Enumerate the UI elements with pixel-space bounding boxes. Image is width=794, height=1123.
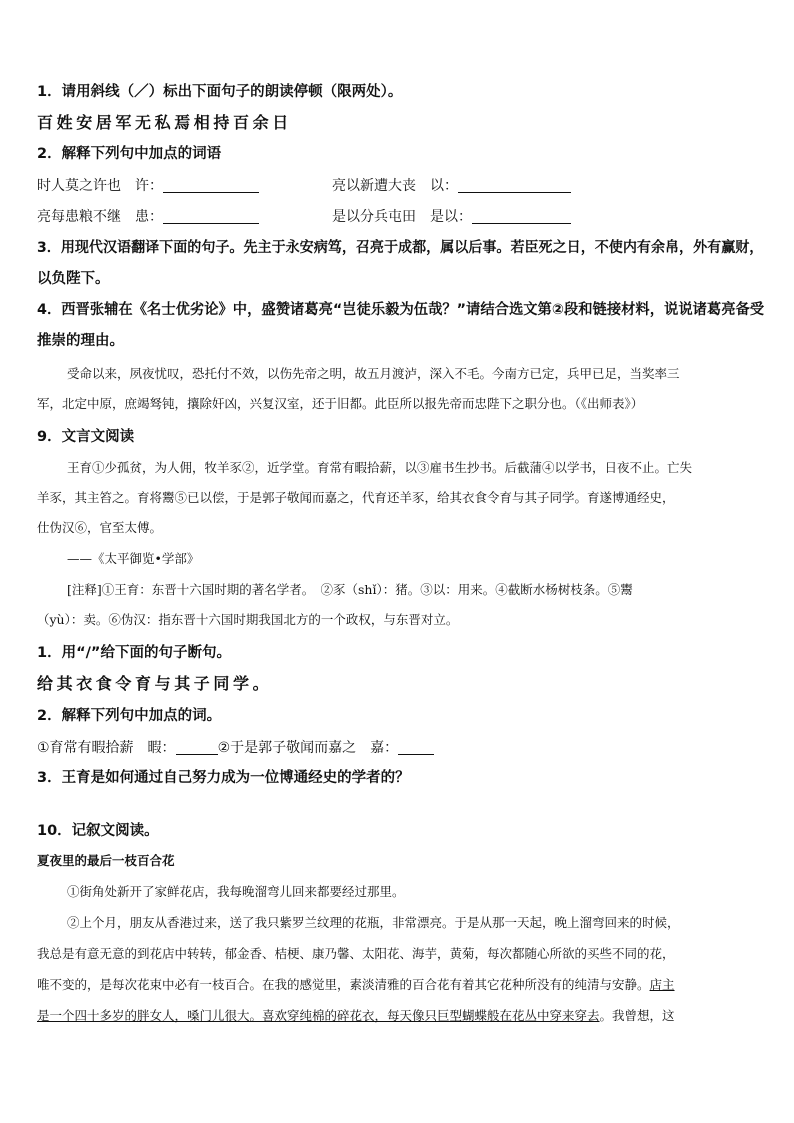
q9-sub2-items xyxy=(37,740,434,755)
q9-title: 9．文言文阅读 xyxy=(37,429,135,445)
q2-row1-right-text: 亮以新遭大丧 以： xyxy=(332,178,458,194)
q10-title: 10．记叙文阅读。 xyxy=(37,823,159,839)
q1-title: 1．请用斜线（／）标出下面句子的朗读停顿（限两处）。 xyxy=(37,84,403,100)
q9-source: ——《太平御览•学部》 xyxy=(67,551,200,566)
q1-sentence: 百姓安居军无私焉相持百余日 xyxy=(37,113,292,132)
link-material-line2: 军，北定中原，庶竭驽钝，攘除奸凶，兴复汉室，还于旧都。此臣所以报先帝而忠陛下之职分也。（《出师表》） xyxy=(37,396,644,411)
story-title: 夏夜里的最后一枝百合花 xyxy=(37,853,175,868)
q2-row1-right xyxy=(332,178,571,193)
q2-row1-left-text: 时人莫之许也 许： xyxy=(37,178,163,194)
story-para1: ①街角处新开了家鲜花店，我每晚溜弯儿回来都要经过那里。 xyxy=(67,884,405,899)
story-para2-line1: ②上个月，朋友从香港过来，送了我只紫罗兰纹理的花瓶，非常漂亮。于是从那一天起，晚上溜弯回来的时候， xyxy=(67,915,680,930)
q2-row2-right-text: 是以分兵屯田 是以： xyxy=(332,209,472,225)
underlined-phrase: 是一个四十多岁的胖女人，嗓门儿很大。喜欢穿纯棉的碎花衣，每天像只巨型蝴蝶般在花丛中穿来穿去 xyxy=(37,1008,600,1023)
q2-row2-right xyxy=(332,209,571,224)
story-para2-line4 xyxy=(37,1010,675,1023)
answer-blank[interactable] xyxy=(458,178,571,193)
q3-line2: 以负陛下。 xyxy=(37,271,110,287)
q9-sub1-sentence: 给其衣食令育与其子同学。 xyxy=(37,674,273,693)
q2-title: 2．解释下列句中加点的词语 xyxy=(37,146,222,162)
q2-row1-left xyxy=(37,178,259,193)
answer-blank[interactable] xyxy=(472,209,571,224)
q4-line1: 4．西晋张辅在《名士优劣论》中，盛赞诸葛亮“岂徒乐毅为伍哉？”请结合选文第②段和链接材料，说说诸葛亮备受 xyxy=(37,302,765,318)
story-para2-line4-tail: 。我曾想，这 xyxy=(599,1008,675,1023)
underlined-phrase: 店主 xyxy=(649,977,675,992)
q9-sub2-item-a: ①育常有暇拾薪 暇： xyxy=(37,740,176,756)
story-para2-line3-text: 唯不变的，是每次花束中必有一枝百合。在我的感觉里，素淡清雅的百合花有着其它花种所没有的纯清与安静。 xyxy=(37,977,650,992)
q9-note-line2: （yù）：卖。⑥伪汉：指东晋十六国时期我国北方的一个政权，与东晋对立。 xyxy=(37,612,459,627)
answer-blank[interactable] xyxy=(163,209,259,224)
q9-sub2-item-b: ②于是郭子敬闻而嘉之 嘉： xyxy=(217,740,399,756)
answer-blank[interactable] xyxy=(398,740,434,755)
q9-sub3-title: 3．王育是如何通过自己努力成为一位博通经史的学者的？ xyxy=(37,770,410,786)
link-material-line1: 受命以来，夙夜忧叹，恐托付不效，以伤先帝之明，故五月渡泸，深入不毛。今南方已定，兵甲已足，当奖率三 xyxy=(67,366,680,381)
q9-para-line2: 羊豕，其主笞之。育将鬻⑤已以偿，于是郭子敬闻而嘉之，代育还羊豕，给其衣食令育与其子同学。育遂博通经史， xyxy=(37,490,675,505)
q4-line2: 推崇的理由。 xyxy=(37,333,124,349)
q9-para-line1: 王育①少孤贫，为人佣，牧羊豕②，近学堂。育常有暇拾薪，以③雇书生抄书。后截蒲④以学书，日夜不止。亡失 xyxy=(67,460,693,475)
answer-blank[interactable] xyxy=(163,178,259,193)
q9-note-line1: [注释]①王育：东晋十六国时期的著名学者。 ②豕（shǐ）：猪。③以：用来。④截断水杨树枝条。⑤鬻 xyxy=(67,582,633,597)
q9-sub2-title: 2．解释下列句中加点的词。 xyxy=(37,708,222,724)
q3-line1: 3．用现代汉语翻译下面的句子。先主于永安病笃，召亮于成都，属以后事。若臣死之日，不使内有余帛，外有赢财， xyxy=(37,240,764,256)
q9-sub1-title: 1．用“/”给下面的句子断句。 xyxy=(37,645,231,661)
story-para2-line2: 我总是有意无意的到花店中转转，郁金香、桔梗、康乃馨、太阳花、海芋，黄菊，每次都随心所欲的买些不同的花， xyxy=(37,946,675,961)
q2-row2-left xyxy=(37,209,259,224)
q2-row2-left-text: 亮每患粮不继 患： xyxy=(37,209,163,225)
q9-para-line3: 仕伪汉⑥，官至太傅。 xyxy=(37,520,163,535)
story-para2-line3 xyxy=(37,979,675,992)
answer-blank[interactable] xyxy=(176,740,218,755)
